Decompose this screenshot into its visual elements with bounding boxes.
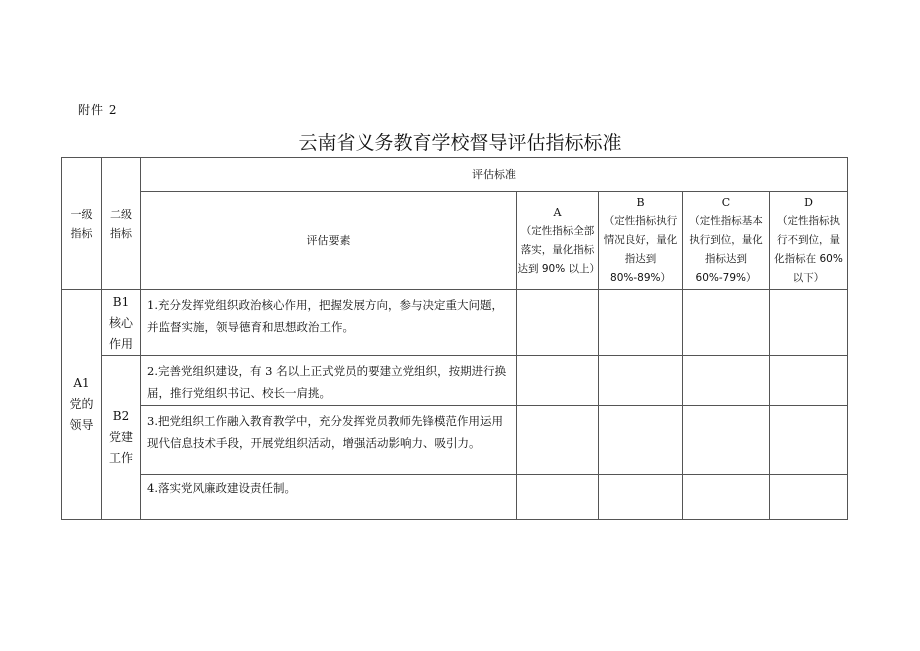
grade-b-cell[interactable] xyxy=(599,475,683,520)
grade-c-cell[interactable] xyxy=(683,356,770,406)
grade-b-cell[interactable] xyxy=(599,356,683,406)
grade-d-cell[interactable] xyxy=(770,356,848,406)
grade-b-header: B （定性指标执行情况良好，量化指达到 80%-89%） xyxy=(599,192,683,290)
table-row xyxy=(62,406,848,475)
grade-d-cell[interactable] xyxy=(770,406,848,475)
evaluation-table xyxy=(61,157,848,520)
grade-d-header: D （定性指标执行不到位，量化指标在 60%以下） xyxy=(770,192,848,290)
grade-c-cell[interactable] xyxy=(683,475,770,520)
grade-a-cell[interactable] xyxy=(517,406,599,475)
elements-header: 评估要素 xyxy=(141,192,517,290)
table-row xyxy=(62,475,848,520)
level2-header: 二级指标 xyxy=(102,158,141,290)
criteria-header: 评估标准 xyxy=(141,158,848,192)
grade-a-header: A （定性指标全部落实，量化指标达到 90% 以上） xyxy=(517,192,599,290)
table-row xyxy=(62,356,848,406)
grade-c-cell[interactable] xyxy=(683,290,770,356)
requirement-cell: 3.把党组织工作融入教育教学中，充分发挥党员教师先锋模范作用运用现代信息技术手段，开展党组织活动，增强活动影响力、吸引力。 xyxy=(141,406,517,475)
document-title: 云南省义务教育学校督导评估指标标准 xyxy=(298,132,622,154)
table-row xyxy=(62,290,848,356)
grade-c-header: C （定性指标基本执行到位，量化指标达到 60%-79%） xyxy=(683,192,770,290)
requirement-cell: 4.落实党风廉政建设责任制。 xyxy=(141,475,517,520)
grade-b-cell[interactable] xyxy=(599,406,683,475)
grade-c-cell[interactable] xyxy=(683,406,770,475)
grade-b-cell[interactable] xyxy=(599,290,683,356)
level2-cell: B2 党建工作 xyxy=(102,356,141,520)
grade-a-cell[interactable] xyxy=(517,475,599,520)
requirement-cell: 2.完善党组织建设，有 3 名以上正式党员的要建立党组织，按期进行换届，推行党组织书记、校长一肩挑。 xyxy=(141,356,517,406)
grade-a-cell[interactable] xyxy=(517,290,599,356)
level1-header: 一级指标 xyxy=(62,158,102,290)
requirement-cell: 1.充分发挥党组织政治核心作用，把握发展方向，参与决定重大问题，并监督实施，领导德育和思想政治工作。 xyxy=(141,290,517,356)
attachment-label: 附件 2 xyxy=(78,103,118,117)
grade-d-cell[interactable] xyxy=(770,290,848,356)
grade-a-cell[interactable] xyxy=(517,356,599,406)
grade-d-cell[interactable] xyxy=(770,475,848,520)
level1-cell: A1 党的领导 xyxy=(62,290,102,520)
level2-cell: B1 核心作用 xyxy=(102,290,141,356)
